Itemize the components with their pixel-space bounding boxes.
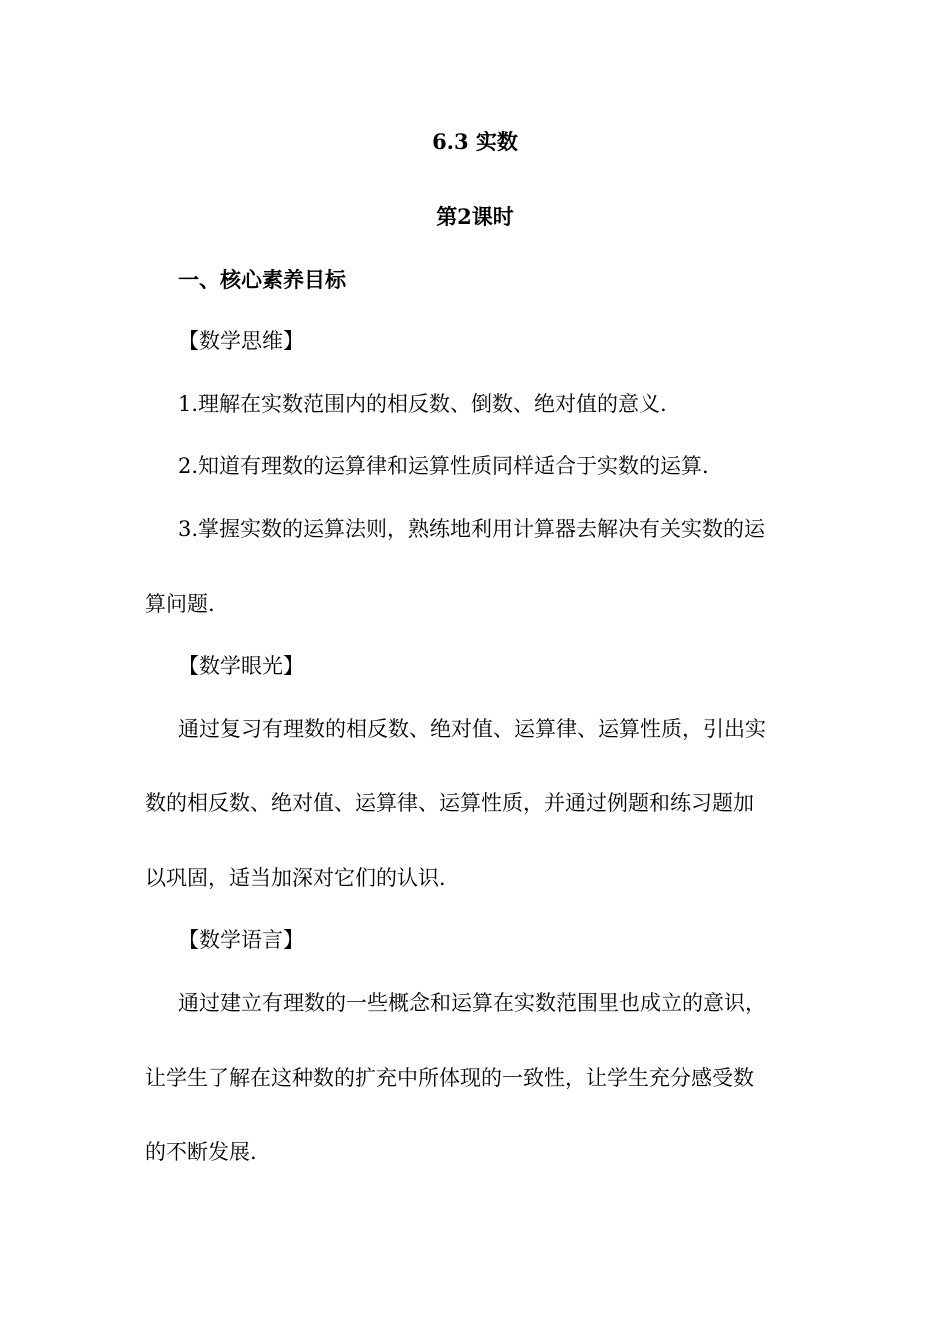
thinking-item-1: 1.理解在实数范围内的相反数、倒数、绝对值的意义. (178, 392, 667, 416)
language-line-3: 的不断发展. (145, 1140, 257, 1164)
language-line-2: 让学生了解在这种数的扩充中所体现的一致性，让学生充分感受数 (145, 1066, 754, 1090)
thinking-item-3-cont: 算问题. (145, 592, 215, 616)
section-heading: 一、核心素养目标 (178, 267, 346, 292)
page-title: 6.3 实数 (432, 129, 518, 154)
thinking-item-2: 2.知道有理数的运算律和运算性质同样适合于实数的运算. (178, 454, 709, 478)
vision-line-2: 数的相反数、绝对值、运算律、运算性质，并通过例题和练习题加 (145, 791, 754, 815)
thinking-item-3: 3.掌握实数的运算法则，熟练地利用计算器去解决有关实数的运 (178, 517, 766, 541)
vision-line-3: 以巩固，适当加深对它们的认识. (145, 866, 446, 890)
vision-line-1: 通过复习有理数的相反数、绝对值、运算律、运算性质，引出实 (178, 717, 766, 741)
language-line-1: 通过建立有理数的一些概念和运算在实数范围里也成立的意识， (178, 991, 766, 1015)
vision-label: 【数学眼光】 (178, 654, 304, 678)
language-label: 【数学语言】 (178, 928, 304, 952)
page-subtitle: 第2课时 (436, 204, 514, 229)
thinking-label: 【数学思维】 (178, 329, 304, 353)
